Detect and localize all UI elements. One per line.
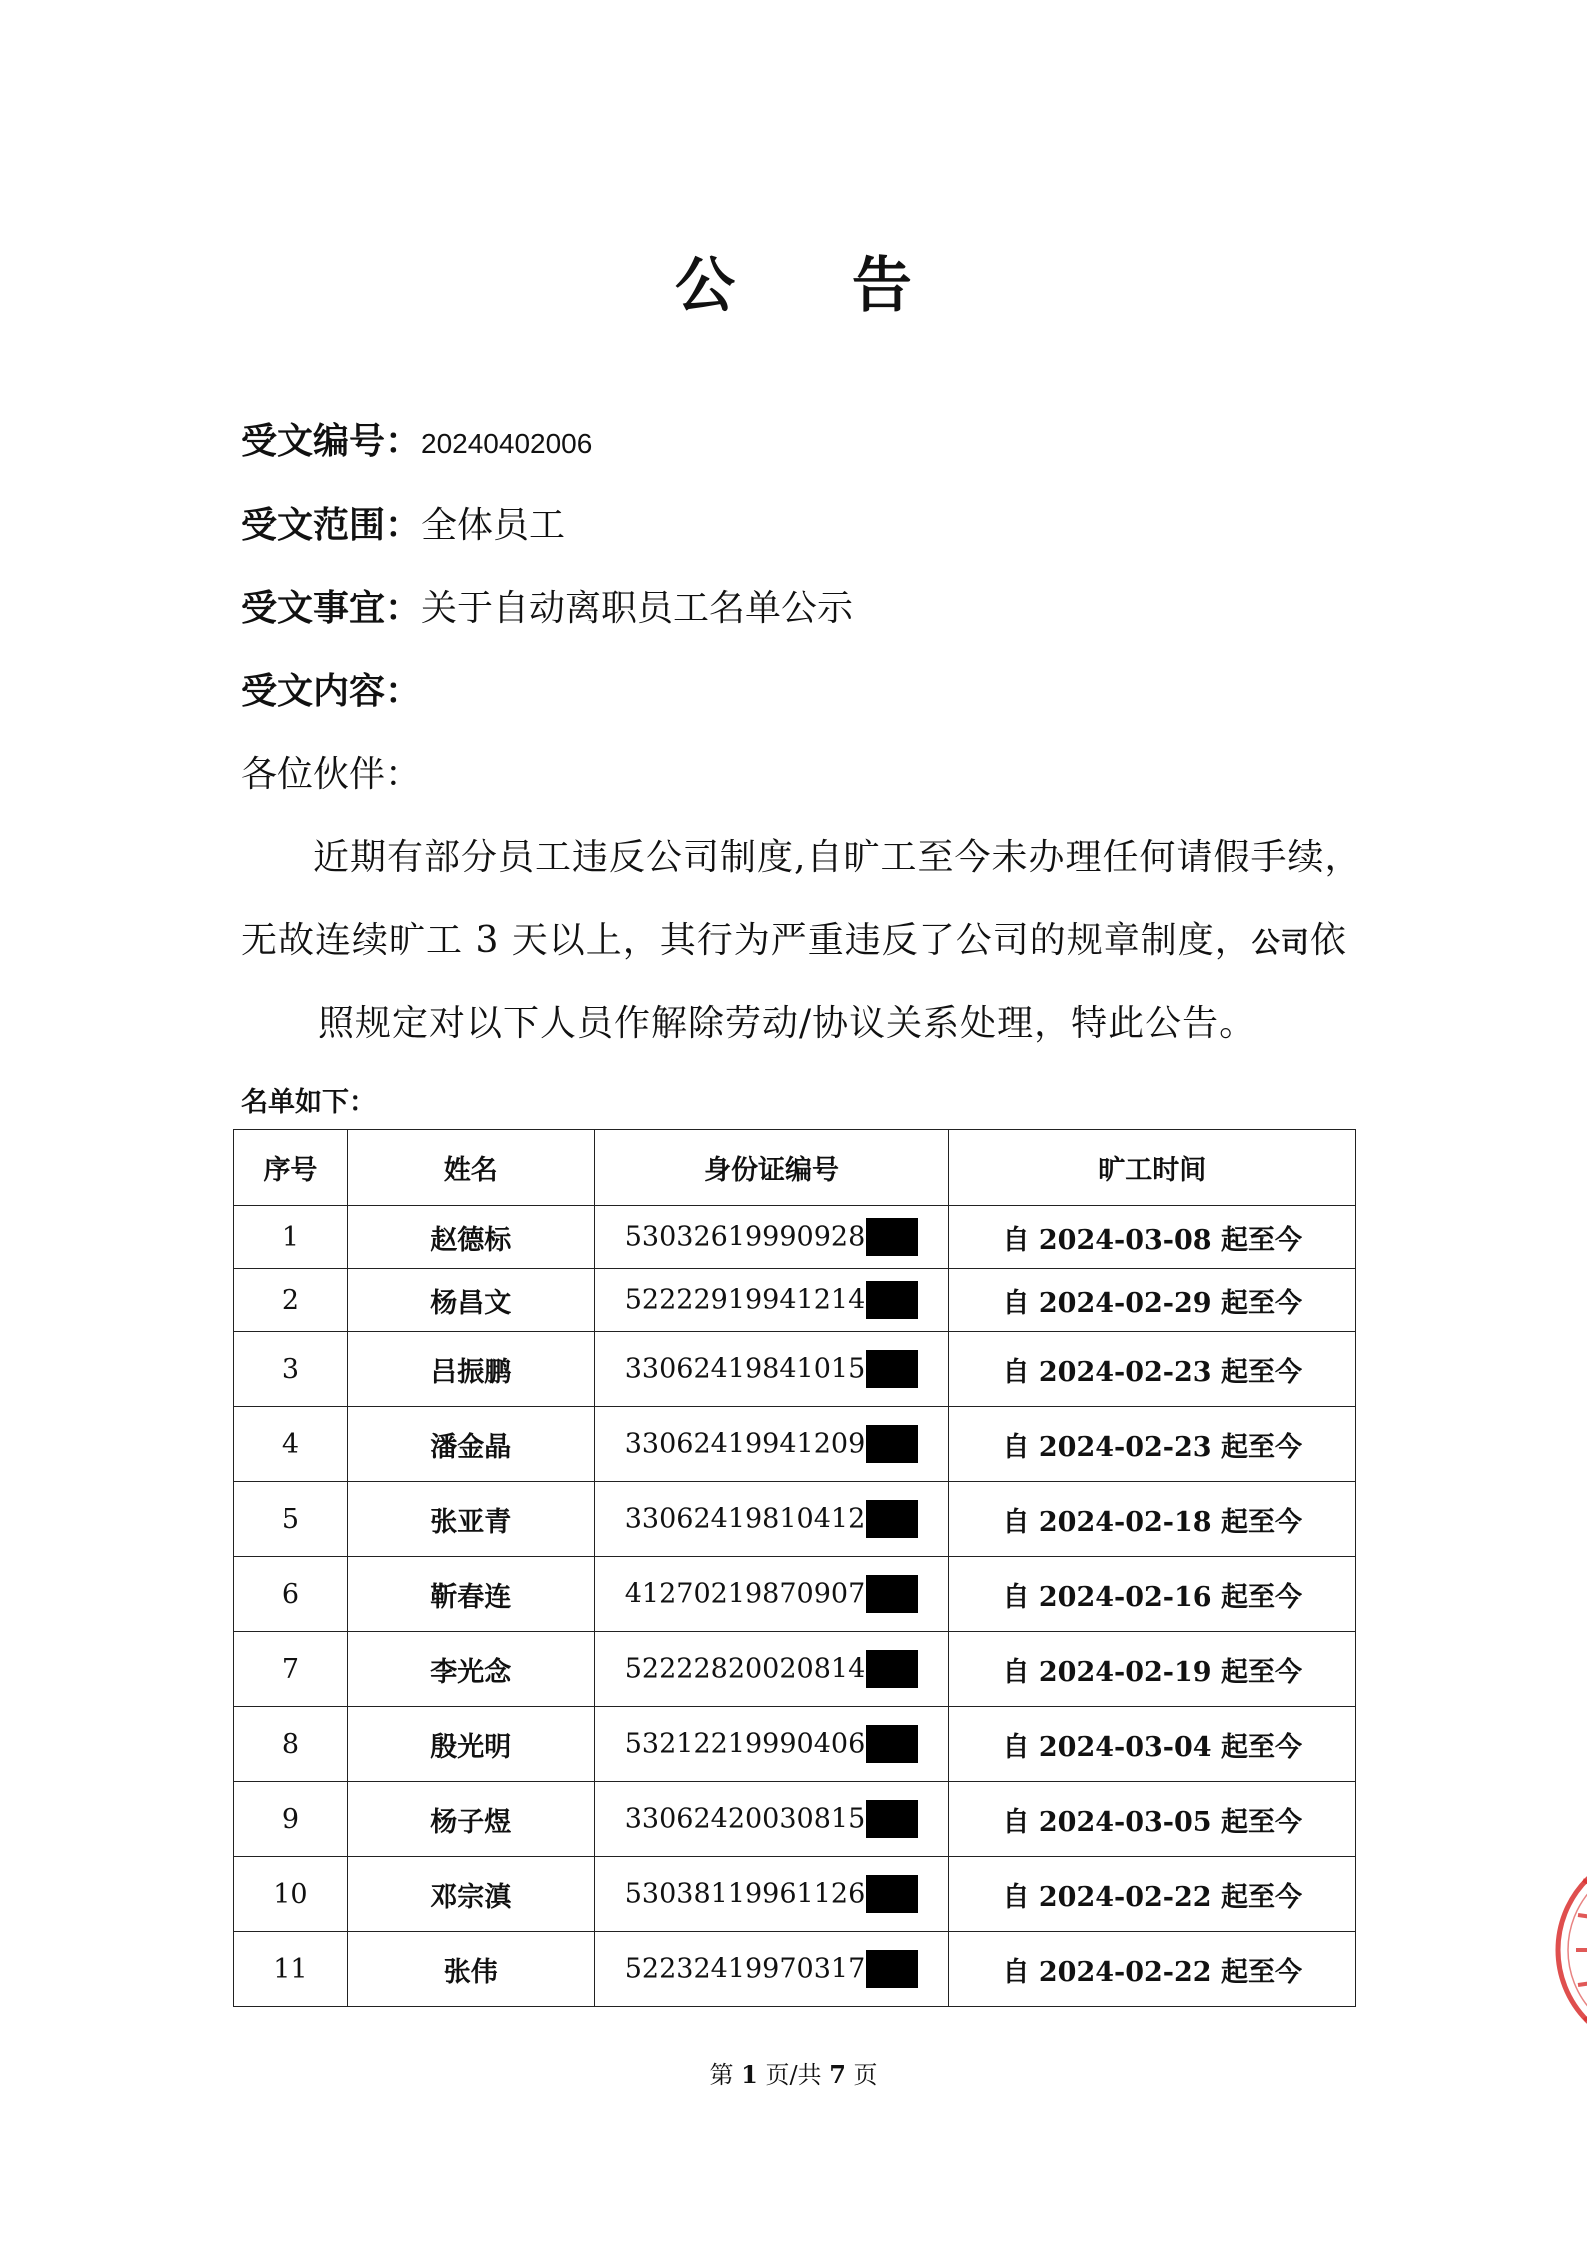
redaction-block	[866, 1350, 918, 1388]
body-line-2a: 无故连续旷工 3 天以上，其行为严重违反了公司的规章制度，	[241, 920, 1252, 961]
cell-id	[594, 1932, 949, 2007]
table-row	[234, 1707, 1356, 1782]
cell-period: 自 2024-03-04 起至今	[949, 1707, 1356, 1782]
redaction-block	[866, 1281, 918, 1319]
footer-middle: 页/共	[765, 2061, 822, 2089]
header-period: 旷工时间	[949, 1130, 1356, 1206]
table-row	[234, 1269, 1356, 1332]
cell-name: 杨子煜	[347, 1782, 594, 1857]
cell-no: 7	[234, 1632, 348, 1707]
body-line-2b: 公司	[1251, 926, 1310, 959]
cell-name: 吕振鹏	[347, 1332, 594, 1407]
cell-name: 邓宗滇	[347, 1857, 594, 1932]
id-number-group	[625, 1800, 919, 1838]
cell-period: 自 2024-02-18 起至今	[949, 1482, 1356, 1557]
cell-no: 9	[234, 1782, 348, 1857]
cell-id	[594, 1482, 949, 1557]
id-number-group	[625, 1425, 919, 1463]
table-row	[234, 1857, 1356, 1932]
body-line-3: 照规定对以下人员作解除劳动/协议关系处理，特此公告。	[318, 1003, 1257, 1044]
id-number-visible: 33062419841015	[624, 1353, 866, 1385]
cell-name: 杨昌文	[347, 1269, 594, 1332]
cell-period: 自 2024-02-23 起至今	[949, 1407, 1356, 1482]
header-no: 序号	[234, 1130, 348, 1206]
cell-id	[594, 1407, 949, 1482]
cell-id	[594, 1332, 949, 1407]
id-number-visible: 53038119961126	[624, 1878, 866, 1910]
redaction-block	[866, 1575, 918, 1613]
subject-value: 关于自动离职员工名单公示	[421, 588, 854, 629]
id-number-group	[625, 1650, 919, 1688]
id-number-visible: 53032619990928	[624, 1221, 866, 1253]
subject-label: 受文事宜：	[241, 587, 422, 629]
content-row	[241, 668, 421, 715]
cell-no: 2	[234, 1269, 348, 1332]
cell-id	[594, 1206, 949, 1269]
cell-id	[594, 1707, 949, 1782]
footer-suffix: 页	[853, 2061, 878, 2089]
scope-value: 全体员工	[421, 505, 566, 546]
cell-id	[594, 1557, 949, 1632]
cell-no: 6	[234, 1557, 348, 1632]
id-number-visible: 53212219990406	[624, 1728, 866, 1760]
cell-period: 自 2024-03-08 起至今	[949, 1206, 1356, 1269]
cell-id	[594, 1857, 949, 1932]
id-number-visible: 41270219870907	[624, 1578, 866, 1610]
cell-no: 11	[234, 1932, 348, 2007]
id-number-group	[625, 1218, 919, 1256]
redaction-block	[866, 1875, 918, 1913]
id-number-group	[625, 1500, 919, 1538]
cell-name: 赵德标	[347, 1206, 594, 1269]
redaction-block	[866, 1800, 918, 1838]
table-row	[234, 1482, 1356, 1557]
doc-number-row	[241, 418, 592, 467]
redaction-block	[866, 1425, 918, 1463]
cell-id	[594, 1632, 949, 1707]
cell-no: 1	[234, 1206, 348, 1269]
cell-id	[594, 1782, 949, 1857]
id-number-group	[625, 1950, 919, 1988]
redaction-block	[866, 1500, 918, 1538]
table-row	[234, 1407, 1356, 1482]
cell-no: 3	[234, 1332, 348, 1407]
id-number-visible: 52222919941214	[624, 1284, 866, 1316]
company-seal-stamp	[1538, 1820, 1587, 2080]
cell-name: 张亚青	[347, 1482, 594, 1557]
cell-name: 靳春连	[347, 1557, 594, 1632]
cell-period: 自 2024-03-05 起至今	[949, 1782, 1356, 1857]
cell-name: 李光念	[347, 1632, 594, 1707]
redaction-block	[866, 1650, 918, 1688]
header-id: 身份证编号	[594, 1130, 949, 1206]
redaction-block	[866, 1218, 918, 1256]
table-body	[234, 1206, 1356, 2007]
footer-total-pages: 7	[829, 2060, 846, 2089]
scope-row	[241, 502, 565, 549]
cell-no: 10	[234, 1857, 348, 1932]
content-label: 受文内容：	[241, 670, 422, 712]
table-row	[234, 1332, 1356, 1407]
cell-period: 自 2024-02-29 起至今	[949, 1269, 1356, 1332]
cell-period: 自 2024-02-22 起至今	[949, 1932, 1356, 2007]
id-number-group	[625, 1725, 919, 1763]
greeting: 各位伙伴：	[241, 754, 422, 795]
id-number-visible: 33062419810412	[624, 1503, 866, 1535]
footer-prefix: 第	[709, 2061, 734, 2089]
cell-id	[594, 1269, 949, 1332]
id-number-group	[625, 1875, 919, 1913]
document-title: 公 告	[675, 251, 960, 321]
table-row	[234, 1557, 1356, 1632]
footer-page-number: 1	[741, 2060, 758, 2089]
cell-no: 5	[234, 1482, 348, 1557]
cell-name: 张伟	[347, 1932, 594, 2007]
doc-number-value: 20240402006	[421, 428, 593, 459]
doc-number-label: 受文编号：	[241, 420, 422, 462]
cell-period: 自 2024-02-19 起至今	[949, 1632, 1356, 1707]
dismissal-table	[233, 1129, 1356, 2007]
list-heading: 名单如下：	[241, 1087, 376, 1118]
cell-period: 自 2024-02-22 起至今	[949, 1857, 1356, 1932]
body-line-1: 近期有部分员工违反公司制度,自旷工至今未办理任何请假手续，	[313, 837, 1362, 878]
table-row	[234, 1632, 1356, 1707]
id-number-group	[625, 1575, 919, 1613]
scope-label: 受文范围：	[241, 504, 422, 546]
body-line-2c: 依	[1309, 920, 1347, 961]
table-header-row	[234, 1130, 1356, 1206]
page-footer	[0, 2055, 1587, 2090]
cell-name: 潘金晶	[347, 1407, 594, 1482]
cell-no: 4	[234, 1407, 348, 1482]
table-row	[234, 1782, 1356, 1857]
id-number-group	[625, 1350, 919, 1388]
body-line-2	[241, 918, 1347, 966]
cell-period: 自 2024-02-23 起至今	[949, 1332, 1356, 1407]
subject-row	[241, 585, 853, 632]
redaction-block	[866, 1725, 918, 1763]
cell-no: 8	[234, 1707, 348, 1782]
header-name: 姓名	[347, 1130, 594, 1206]
id-number-visible: 52232419970317	[624, 1953, 866, 1985]
cell-name: 殷光明	[347, 1707, 594, 1782]
redaction-block	[866, 1950, 918, 1988]
table-row	[234, 1206, 1356, 1269]
id-number-visible: 33062420030815	[624, 1803, 866, 1835]
id-number-group	[625, 1281, 919, 1319]
table-row	[234, 1932, 1356, 2007]
id-number-visible: 52222820020814	[624, 1653, 866, 1685]
cell-period: 自 2024-02-16 起至今	[949, 1557, 1356, 1632]
id-number-visible: 33062419941209	[624, 1428, 866, 1460]
